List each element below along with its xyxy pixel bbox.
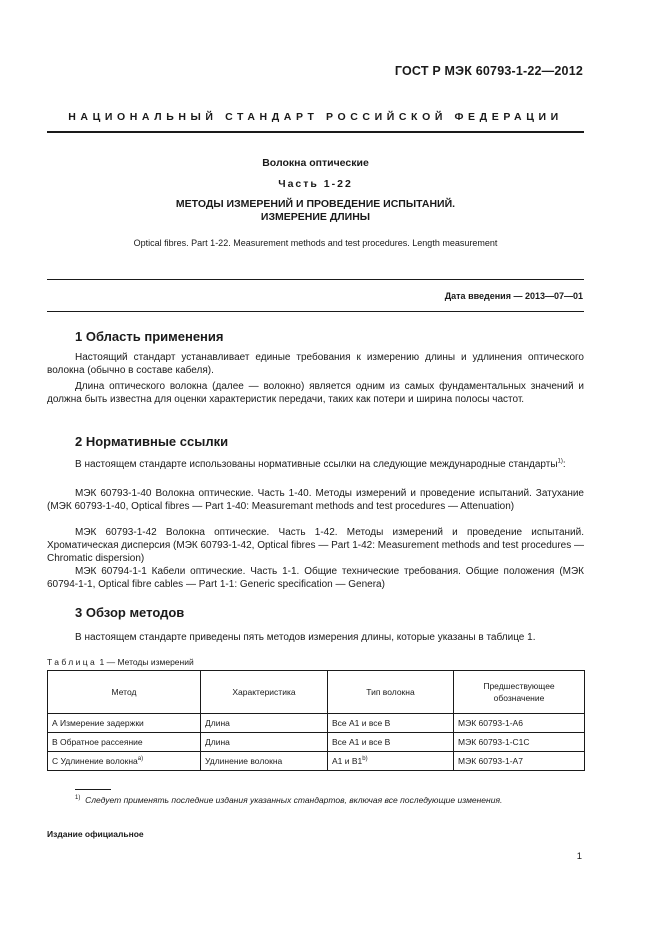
header-fiber-type: Тип волокна xyxy=(328,671,454,714)
cell-method-text: С Удлинение волокна xyxy=(52,756,138,766)
header-method: Метод xyxy=(48,671,201,714)
cell-prior-designation: МЭК 60793-1-А7 xyxy=(454,752,585,771)
cell-fiber-type xyxy=(328,714,454,733)
table-caption-rest: 1 — Методы измерений xyxy=(99,657,194,667)
cell-characteristic: Длина xyxy=(201,714,328,733)
title-english: Optical fibres. Part 1-22. Measurement methods and test procedures. Length measurement xyxy=(133,238,498,248)
table-row xyxy=(48,733,585,752)
footnote-ref-1: 1) xyxy=(557,458,563,465)
cell-method xyxy=(48,733,201,752)
cell-prior-designation: МЭК 60793-1-А6 xyxy=(454,714,585,733)
section2-p1-text: В настоящем стандарте использованы нормативные ссылки на следующие международные стандарты xyxy=(75,459,558,470)
section1-paragraph1: Настоящий стандарт устанавливает единые требования к измерению длины и удлинения оптического волокна (обычно в составе кабеля). xyxy=(47,352,584,377)
date-rule xyxy=(47,311,584,312)
table-row xyxy=(48,752,585,771)
reference-iec-60793-1-42: МЭК 60793-1-42 Волокна оптические. Часть 1-42. Методы измерений и проведение испытаний. Хроматическая дисперсия (МЭК 60793-1-42, Optical fibres — Part 1-42: Measurement methods and test procedures — Chromatic dispersion) xyxy=(47,527,585,565)
table-caption-word: Таблица xyxy=(47,657,98,667)
cell-fiber-text: Все А1 и все В xyxy=(332,737,391,747)
cell-method xyxy=(48,752,201,771)
footnote-mark: 1) xyxy=(75,795,81,802)
footnote xyxy=(75,795,584,805)
section2-heading: 2 Нормативные ссылки xyxy=(75,434,229,449)
title-main: МЕТОДЫ ИЗМЕРЕНИЙ И ПРОВЕДЕНИЕ ИСПЫТАНИЙ. ИЗМЕРЕНИЕ ДЛИНЫ xyxy=(175,198,456,223)
table-row xyxy=(48,714,585,733)
section3-heading: 3 Обзор методов xyxy=(75,605,185,620)
footnote-text: Следует применять последние издания указанных стандартов, включая все последующие изменения. xyxy=(85,795,503,805)
reference-iec-60793-1-40: МЭК 60793-1-40 Волокна оптические. Часть 1-40. Методы измерений и проведение испытаний. Затухание (МЭК 60793-1-40, Optical fibres — Part 1-40: Measuremant methods and test procedures — Attenuation) xyxy=(47,488,584,513)
header-rule xyxy=(47,131,584,133)
section1-heading: 1 Область применения xyxy=(75,329,224,344)
reference-iec-60794-1-1: МЭК 60794-1-1 Кабели оптические. Часть 1-1. Общие технические требования. Общие положения (МЭК 60794-1-1, Optical fibre cables — Part 1-1: Generic specification — Genera) xyxy=(47,566,584,591)
header-prior-designation: Предшествующее обозначение xyxy=(454,671,585,714)
cell-fiber-text: Все А1 и все В xyxy=(332,718,391,728)
methods-table xyxy=(47,670,585,771)
section1-paragraph2: Длина оптического волокна (далее — волокно) является одним из самых фундаментальных значений и должна быть известна для оценки характеристик передачи, таких как потери и ширина полосы частот. xyxy=(47,381,584,406)
national-standard-banner: НАЦИОНАЛЬНЫЙ СТАНДАРТ РОССИЙСКОЙ ФЕДЕРАЦИИ xyxy=(68,111,563,123)
section2-p1-end: : xyxy=(562,459,566,470)
cell-characteristic: Длина xyxy=(201,733,328,752)
title-line1: Волокна оптические xyxy=(262,157,369,169)
header-characteristic: Характеристика xyxy=(201,671,328,714)
footnote-rule xyxy=(75,789,111,790)
edition-label: Издание официальное xyxy=(47,829,144,839)
title-part: Часть 1-22 xyxy=(278,178,353,190)
intro-date: Дата введения — 2013—07—01 xyxy=(444,291,583,301)
page-number: 1 xyxy=(576,851,582,862)
cell-fiber-text: А1 и В1 xyxy=(332,756,363,766)
cell-fiber-type xyxy=(328,752,454,771)
cell-characteristic: Удлинение волокна xyxy=(201,752,328,771)
title-rule xyxy=(47,279,584,280)
standard-code: ГОСТ Р МЭК 60793-1-22—2012 xyxy=(394,64,583,78)
cell-method-text: В Обратное рассеяние xyxy=(52,737,143,747)
cell-method xyxy=(48,714,201,733)
table-note-ref-b: b) xyxy=(362,756,368,763)
table-header-row xyxy=(48,671,585,714)
section3-paragraph1: В настоящем стандарте приведены пять методов измерения длины, которые указаны в таблице 1. xyxy=(75,632,536,643)
table-caption xyxy=(47,657,194,667)
cell-fiber-type xyxy=(328,733,454,752)
cell-prior-designation: МЭК 60793-1-С1С xyxy=(454,733,585,752)
table-note-ref-a: а) xyxy=(137,756,144,763)
section2-paragraph1 xyxy=(47,458,584,471)
cell-method-text: А Измерение задержки xyxy=(52,718,144,728)
